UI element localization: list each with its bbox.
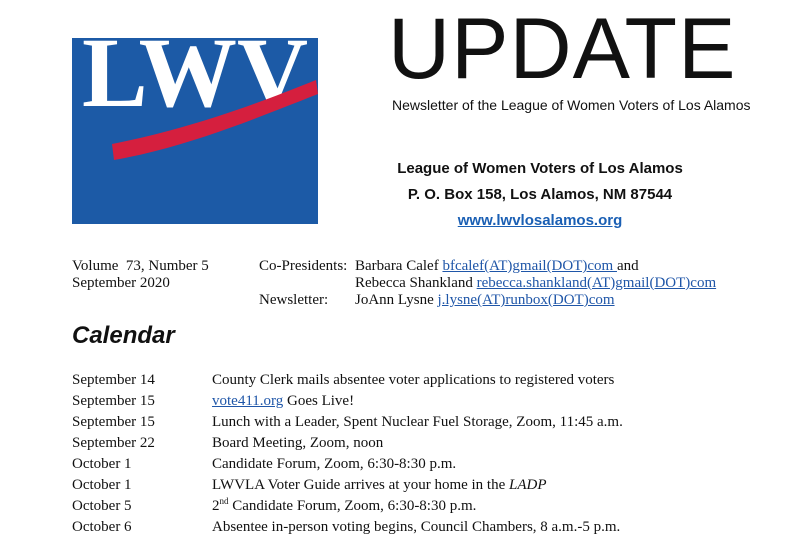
event-text [212,391,354,412]
and-text: and [616,258,639,274]
event-date: September 15 [72,414,155,430]
event-text-main: LWVLA Voter Guide arrives at your home in the [212,477,506,493]
organization-address: P. O. Box 158, Los Alamos, NM 87544 [407,186,673,203]
event-text: County Clerk mails absentee voter applications to registered voters [212,372,615,388]
organization-name: League of Women Voters of Los Alamos [397,160,683,177]
editor [355,292,716,309]
issue-date: September 2020 [72,275,170,291]
ordinal-number: 2 [212,498,220,514]
calendar-heading: Calendar [72,322,175,349]
event-text-italic: LADP [509,477,547,493]
newsletter-title: UPDATE [388,1,737,97]
event-date: October 5 [72,498,132,514]
vote411-link[interactable]: vote411.org [212,393,284,409]
president-2-email-link[interactable]: rebecca.shankland(AT)gmail(DOT)com [476,275,717,291]
website-link[interactable]: www.lwvlosalamos.org [457,212,623,229]
contact-roles [259,258,347,309]
event-date: September 15 [72,393,155,409]
calendar-row [72,517,782,538]
president-2-name: Rebecca Shankland [355,275,473,291]
issue-volume: Volume 73, Number 5 [72,258,209,274]
event-text: Lunch with a Leader, Spent Nuclear Fuel Storage, Zoom, 11:45 a.m. [212,414,623,430]
event-text: Candidate Forum, Zoom, 6:30-8:30 p.m. [212,456,457,472]
calendar-row [72,370,782,391]
president-2 [355,275,716,292]
president-1-email-link[interactable]: bfcalef(AT)gmail(DOT)com [442,258,617,274]
calendar-row [72,391,782,412]
lwv-logo [72,20,318,224]
editor-email-link[interactable]: j.lysne(AT)runbox(DOT)com [437,292,615,308]
event-date: October 1 [72,477,132,493]
issue-info [72,258,209,292]
event-text [212,496,476,517]
event-text [212,475,547,496]
newsletter-subtitle: Newsletter of the League of Women Voters of Los Alamos [392,97,751,113]
calendar-row [72,475,782,496]
logo-lettering: LWV [82,20,308,128]
event-date: October 1 [72,456,132,472]
calendar-row [72,496,782,517]
contact-names [355,258,716,309]
event-text: Board Meeting, Zoom, noon [212,435,384,451]
newsletter-label: Newsletter: [259,292,329,308]
organization-info [380,156,700,234]
event-text-rest: Candidate Forum, Zoom, 6:30-8:30 p.m. [232,498,477,514]
president-1 [355,258,716,275]
event-text: Absentee in-person voting begins, Council Chambers, 8 a.m.-5 p.m. [212,519,621,535]
event-date: September 14 [72,372,155,388]
calendar-row [72,454,782,475]
calendar-row [72,412,782,433]
calendar-row [72,433,782,454]
lwv-logo-graphic [72,20,318,224]
ordinal-suffix: nd [219,496,229,506]
calendar-list [72,370,782,538]
event-date: September 22 [72,435,155,451]
editor-name: JoAnn Lysne [355,292,434,308]
copresidents-label: Co-Presidents: [259,258,348,274]
event-text-rest: Goes Live! [287,393,355,409]
event-date: October 6 [72,519,132,535]
president-1-name: Barbara Calef [355,258,439,274]
